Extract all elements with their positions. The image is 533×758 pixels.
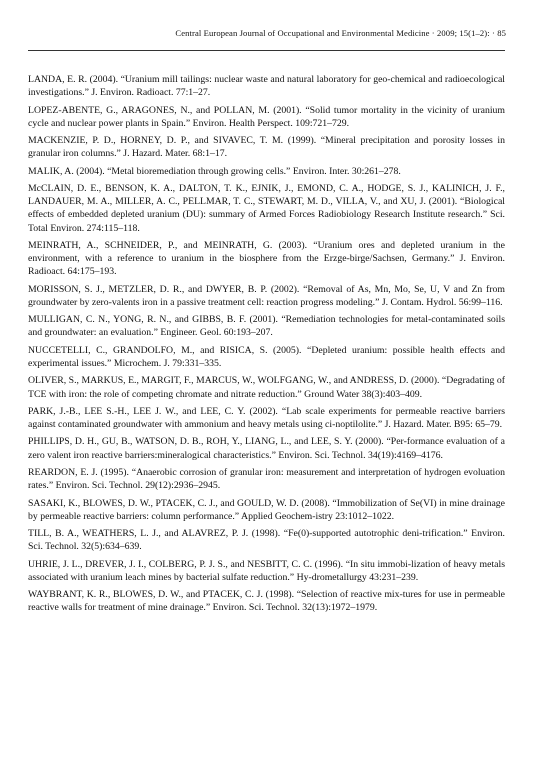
reference-item: LANDA, E. R. (2004). “Uranium mill tailings: nuclear waste and natural laboratory for geo-chemical and radioecological investigations.” J. Environ. Radioact. 77:1–27. — [28, 74, 505, 99]
reference-item: MACKENZIE, P. D., HORNEY, D. P., and SIVAVEC, T. M. (1999). “Mineral precipitation and porosity losses in granular iron columns.” J. Hazard. Mater. 68:1–17. — [28, 135, 505, 160]
reference-item: WAYBRANT, K. R., BLOWES, D. W., and PTACEK, C. J. (1998). “Selection of reactive mix-tures for use in permeable reactive walls for treatment of mine drainage.” Environ. Sci. Technol. 32(13):1972–1979. — [28, 589, 505, 614]
reference-item: MULLIGAN, C. N., YONG, R. N., and GIBBS, B. F. (2001). “Remediation technologies for metal-contaminated soils and groundwater: an evaluation.” Engineer. Geol. 60:193–207. — [28, 314, 505, 339]
reference-item: TILL, B. A., WEATHERS, L. J., and ALAVREZ, P. J. (1998). “Fe(0)-supported autotrophic deni-trification.” Environ. Sci. Technol. 32(5):634–639. — [28, 528, 505, 553]
reference-list — [28, 73, 505, 619]
reference-item: LOPEZ-ABENTE, G., ARAGONES, N., and POLLAN, M. (2001). “Solid tumor mortality in the vicinity of uranium cycle and nuclear power plants in Spain.” Environ. Health Perspect. 109:721–729. — [28, 104, 505, 129]
reference-item: McCLAIN, D. E., BENSON, K. A., DALTON, T. K., EJNIK, J., EMOND, C. A., HODGE, S. J., KALINICH, J. F., LANDAUER, M. A., MILLER, A. C., PELLMAR, T. C., STEWART, M. D., VILLA, V., and XU, J. (2001). “Biological effects of embedded depleted uranium (DU): summary of Armed Forces Radiobiology Research Institute research.” Sci. Total Environ. 274:115–118. — [28, 182, 505, 234]
reference-item: MORISSON, S. J., METZLER, D. R., and DWYER, B. P. (2002). “Removal of As, Mn, Mo, Se, U, V and Zn from groundwater by zero-valents iron in a passive treatment cell: reaction progress modeling.” J. Contam. Hydrol. 56:99–116. — [28, 283, 505, 308]
reference-item: MEINRATH, A., SCHNEIDER, P., and MEINRATH, G. (2003). “Uranium ores and depleted uranium in the environment, with a reference to uranium in the biosphere from the Erzge-birge/Sachsen, Germany.” J. Environ. Radioact. 64:175–193. — [28, 239, 505, 278]
reference-item: MALIK, A. (2004). “Metal bioremediation through growing cells.” Environ. Inter. 30:261–278. — [28, 165, 401, 177]
header-divider — [28, 50, 505, 51]
reference-item: SASAKI, K., BLOWES, D. W., PTACEK, C. J., and GOULD, W. D. (2008). “Immobilization of Se(VI) in mine drainage by permeable reactive barriers: column performance.” Applied Geochem-istry 23:1012–1022. — [28, 497, 505, 522]
reference-item: PARK, J.-B., LEE S.-H., LEE J. W., and LEE, C. Y. (2002). “Lab scale experiments for permeable reactive barriers against contaminated groundwater with ammonium and heavy metals using ci-noptilolite.” J. Hazard. Mater. B95: 65–79. — [28, 405, 505, 431]
reference-item: UHRIE, J. L., DREVER, J. I., COLBERG, P. J. S., and NESBITT, C. C. (1996). “In situ immobi-lization of heavy metals associated with uranium leach mines by bacterial sulfate reduction.” Hy-drometallurgy 43:231–239. — [28, 558, 505, 583]
reference-item: PHILLIPS, D. H., GU, B., WATSON, D. B., ROH, Y., LIANG, L., and LEE, S. Y. (2000). “Per-formance evaluation of a zero valent iron reactive barriers:mineralogical characteristics.” Environ. Sci. Technol. 34(19):4169–4176. — [28, 436, 505, 461]
running-header: Central European Journal of Occupational and Environmental Medicine · 2009; 15(1–2): · 85 — [175, 28, 506, 38]
reference-item: REARDON, E. J. (1995). “Anaerobic corrosion of granular iron: measurement and interpretation of hydrogen evoluation rates.” Environ. Sci. Technol. 29(12):2936–2945. — [28, 466, 505, 492]
reference-item: NUCCETELLI, C., GRANDOLFO, M., and RISICA, S. (2005). “Depleted uranium: possible health effects and experimental issues.” Microchem. J. 79:331–335. — [28, 344, 505, 369]
reference-item: OLIVER, S., MARKUS, E., MARGIT, F., MARCUS, W., WOLFGANG, W., and ANDRESS, D. (2000). “Degradating of TCE with iron: the role of competing chromate and nitrate reduction.” Ground Water 38(3):403–409. — [28, 375, 505, 400]
